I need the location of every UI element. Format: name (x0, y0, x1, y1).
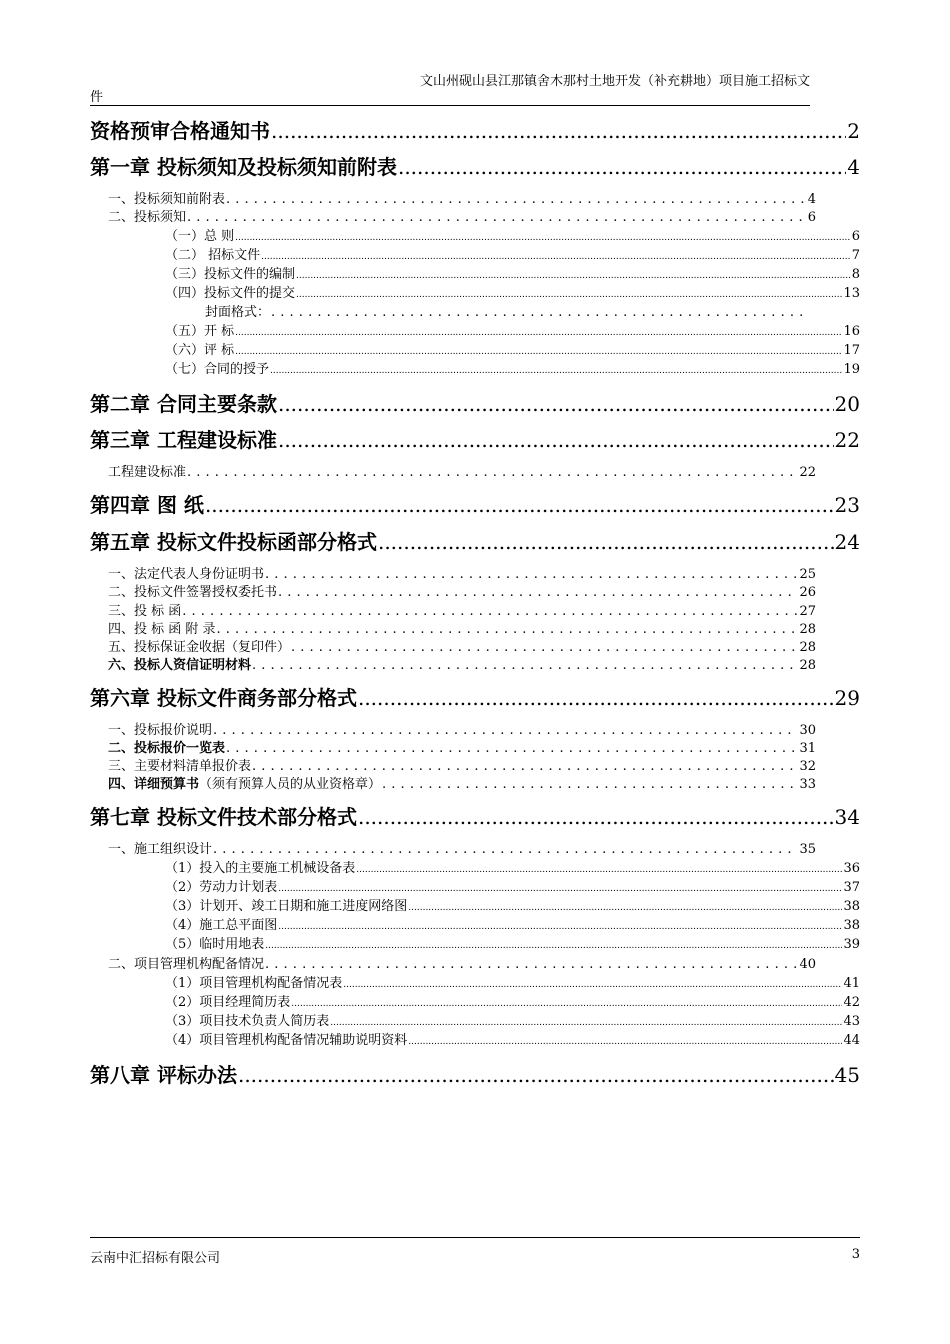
toc-entry[interactable]: 二、投标须知 . . . 6 (108, 206, 816, 224)
toc-label: 资格预审合格通知书 (90, 119, 270, 143)
toc-page: 4 (847, 155, 860, 179)
toc-entry[interactable]: （4）施工总平面图 ..... 38 (165, 914, 860, 932)
toc-entry[interactable]: 一、施工组织设计 . . . 35 (108, 838, 816, 856)
toc-entry[interactable]: （2）劳动力计划表 ..... 37 (165, 876, 860, 894)
toc-entry[interactable]: （七）合同的授予 ..... 19 (165, 358, 860, 376)
toc-entry[interactable]: 四、详细预算书（须有预算人员的从业资格章） . . . 33 (108, 773, 816, 791)
toc-entry[interactable]: 一、法定代表人身份证明书 . . . 25 (108, 563, 816, 581)
toc-entry-chapter-2[interactable]: 第二章 合同主要条款 ..... 20 (90, 388, 860, 416)
toc-entry[interactable]: 二、项目管理机构配备情况 . . . 40 (108, 953, 816, 971)
toc-entry[interactable]: 三、主要材料清单报价表 . . . 32 (108, 755, 816, 773)
toc-entry[interactable]: 封面格式： . . . (205, 301, 810, 319)
toc-entry-chapter-6[interactable]: 第六章 投标文件商务部分格式 ..... 29 (90, 682, 860, 710)
toc-entry[interactable]: 二、投标文件签署授权委托书 . . . 26 (108, 581, 816, 599)
toc-page: 2 (847, 119, 860, 143)
toc-entry[interactable]: （五）开 标 ..... 16 (165, 320, 860, 338)
toc-entry-chapter-7[interactable]: 第七章 投标文件技术部分格式 ..... 34 (90, 801, 860, 829)
toc-entry[interactable]: 五、投标保证金收据（复印件） . . . 28 (108, 636, 816, 654)
toc-entry-chapter-8[interactable]: 第八章 评标办法 ..... 45 (90, 1059, 860, 1087)
toc-entry[interactable]: （三）投标文件的编制 ..... 8 (165, 263, 860, 281)
toc-entry[interactable]: （4）项目管理机构配备情况辅助说明资料 ..... 44 (165, 1029, 860, 1047)
toc-entry-qualification-notice[interactable] (90, 115, 860, 143)
toc-entry[interactable]: （3）计划开、竣工日期和施工进度网络图 ..... 38 (165, 895, 860, 913)
toc-entry[interactable]: 二、投标报价一览表 . . . 31 (108, 737, 816, 755)
toc-entry-chapter-5[interactable]: 第五章 投标文件投标函部分格式 ..... 24 (90, 526, 860, 554)
header-title-tail: 件 (90, 90, 104, 105)
toc-entry[interactable]: （3）项目技术负责人简历表 ..... 43 (165, 1010, 860, 1028)
toc-entry[interactable]: 一、投标报价说明 . . . 30 (108, 719, 816, 737)
toc-entry[interactable]: （1）项目管理机构配备情况表 ..... 41 (165, 972, 860, 990)
toc-entry[interactable]: 工程建设标准 . . . 22 (108, 461, 816, 479)
toc-entry[interactable]: 六、投标人资信证明材料 . . . 28 (108, 654, 816, 672)
toc-entry[interactable]: 四、投 标 函 附 录 . . . 28 (108, 618, 816, 636)
toc-entry[interactable]: （二） 招标文件 ..... 7 (165, 244, 860, 262)
header-title: 文山州砚山县江那镇舍木那村土地开发（补充耕地）项目施工招标文 (419, 74, 810, 89)
toc-entry[interactable]: （2）项目经理简历表 ..... 42 (165, 991, 860, 1009)
toc-entry[interactable]: （一）总 则 ..... 6 (165, 225, 860, 243)
toc-entry[interactable]: （六）评 标 ..... 17 (165, 339, 860, 357)
toc-entry[interactable]: （5）临时用地表 ..... 39 (165, 933, 860, 951)
toc-entry[interactable]: （四）投标文件的提交 ..... 13 (165, 282, 860, 300)
toc-entry-chapter-4[interactable]: 第四章 图 纸 ..... 23 (90, 489, 860, 517)
footer-rule (90, 1237, 860, 1238)
toc-entry[interactable]: （1）投入的主要施工机械设备表 ..... 36 (165, 857, 860, 875)
toc-entry[interactable]: 一、投标须知前附表 . . . 4 (108, 188, 816, 206)
toc-entry[interactable]: 三、投 标 函 . . . 27 (108, 600, 816, 618)
footer-company: 云南中汇招标有限公司 (90, 1251, 221, 1266)
toc-entry-chapter-1[interactable] (90, 151, 860, 179)
toc-label: 第一章 投标须知及投标须知前附表 (90, 155, 397, 179)
header-rule (90, 105, 810, 106)
footer-page-number: 3 (851, 1247, 860, 1262)
toc-entry-chapter-3[interactable]: 第三章 工程建设标准 ..... 22 (90, 424, 860, 452)
